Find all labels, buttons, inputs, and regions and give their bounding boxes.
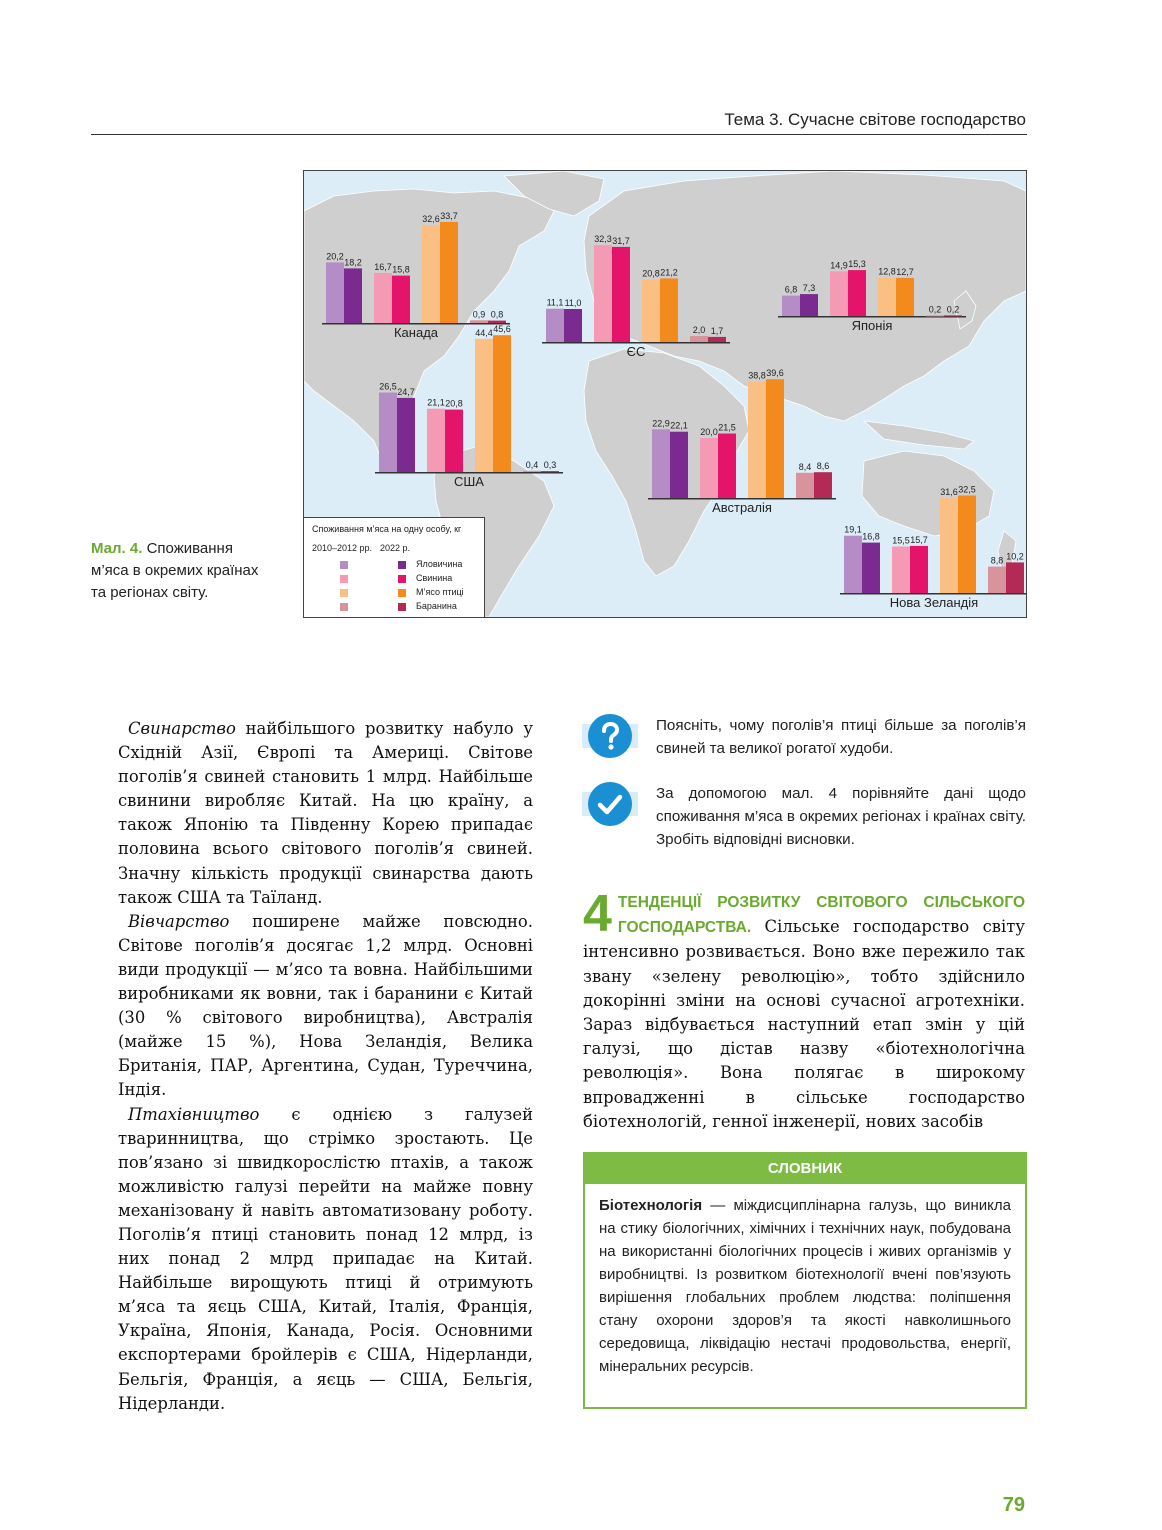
chart-bar [896,278,914,316]
data-label: 32,3 [594,234,612,245]
data-label: 16,7 [374,261,392,272]
chart-bar [594,245,612,342]
chart-bar [541,471,559,472]
chart-bar [718,434,736,499]
legend-swatch-old [340,603,348,611]
chart-bar [427,409,445,472]
question-icon-glyph [588,714,632,758]
question-icon [588,714,632,758]
data-label: 0,2 [946,304,960,315]
region-label: Австралія [712,500,772,515]
chart-bar [440,222,458,323]
data-label: 20,2 [326,251,344,262]
data-label: 10,2 [1006,551,1024,562]
chart-bar [523,471,541,472]
data-label: 8,8 [990,555,1004,566]
data-label: 45,6 [493,324,511,335]
chart-bar [910,546,928,593]
chart-bar [488,321,506,323]
data-label: 20,8 [642,268,660,279]
data-label: 33,7 [440,210,458,221]
chart-bar [493,335,511,472]
question-block [588,714,1028,764]
data-label: 0,2 [928,304,942,315]
chart-bar [422,225,440,323]
data-label: 19,1 [844,524,862,535]
data-label: 18,2 [344,257,362,268]
header-rule [91,134,1027,135]
glossary-definition: — міждисциплінарна галузь, що виникла на стику біологічних, хімічних і технічних наук, побудована на використанні біологічних процесів і живих організмів у виробництві. Із розвитком біотехнології вчені пов’язують вирішення глобальних проблем людства: поліпшення стану охорони здоров’я та якості навколишнього середовища, ліквідацію нестачі продовольства, енергії, мінеральних ресурсів. [599,1197,1011,1375]
chart-bar [700,438,718,498]
data-label: 11,1 [546,297,564,308]
chart-bar [862,543,880,593]
meat-consumption-figure [303,170,1027,618]
chart-bar [830,271,848,316]
legend-swatch-new [398,589,406,597]
check-icon [588,782,632,826]
region-label: ЄС [626,344,646,359]
chart-bar [546,309,564,342]
chart-bar [766,379,784,498]
chart-bar [475,339,493,472]
data-label: 32,5 [958,484,976,495]
legend-title: Споживання м’яса на одну особу, кг [312,524,462,534]
glossary-entry [599,1194,1011,1378]
figure-caption-text: Споживання м’яса в окремих країнах та регіонах світу. [91,540,259,601]
check-icon-glyph [588,782,632,826]
chart-bar [944,315,962,316]
data-label: 8,6 [816,461,830,472]
chart-bar [892,547,910,594]
data-label: 8,4 [798,461,812,472]
chart-bar [564,309,582,342]
chart-bar [445,410,463,472]
legend-swatch-old [340,589,348,597]
chart-bar [844,536,862,593]
data-label: 15,7 [910,534,928,545]
glossary-heading: СЛОВНИК [585,1154,1025,1184]
section-title: ТЕНДЕНЦІЇ РОЗВИТКУ СВІТОВОГО СІЛЬСЬКОГО ГОСПОДАРСТВА. [617,894,1025,937]
chart-bar [612,247,630,342]
legend-label: Свинина [416,573,453,583]
region-label: США [454,474,484,489]
data-label: 6,8 [784,284,798,295]
page-number: 79 [1002,1494,1025,1516]
chart-bar [814,472,832,498]
chart-bar [988,567,1006,593]
data-label: 11,0 [564,298,582,308]
chart-bar [470,320,488,323]
figure-caption [91,538,266,604]
chart-bar [344,268,362,323]
legend-swatch-old [340,561,348,569]
paragraph-text: поширене майже повсюдно. Світове поголів’я досягає 1,2 млрд. Основні види продукції — м’ясо та вовна. Найбільшими виробниками як вовни, так і баранини є Китай (30 % світового виробництва), Австралія (майже 15 %), Нова Зеландія, Велика Британія, ПАР, Аргентина, Судан, Туреччина, Індія. [118,911,533,1100]
chart-bar [878,278,896,316]
data-label: 21,5 [718,422,736,433]
chart-bar [782,296,800,316]
chart-legend [304,517,485,617]
data-label: 2,0 [692,325,706,335]
data-label: 20,0 [700,427,718,437]
data-label: 21,1 [427,397,445,408]
legend-label: Яловичина [416,559,463,569]
legend-swatch-new [398,603,406,611]
data-label: 0,9 [472,309,486,320]
term-sheep-farming: Вівчарство [128,911,230,931]
glossary-term: Біотехнологія [599,1197,703,1214]
data-label: 16,8 [862,531,880,542]
data-label: 15,8 [392,264,410,275]
paragraph-sheep-farming [118,910,533,1103]
legend-period-old: 2010–2012 рр. [312,543,373,553]
paragraph-poultry-farming [118,1103,533,1416]
chart-bar [392,276,410,323]
chart-bar [374,273,392,323]
paragraph-text: найбільшого розвитку набуло у Східній Азії, Європі та Америці. Світове поголів’я свиней становить 1 млрд. Найбільше свинини виробляє Китай. На цю країну, а також Японію та Південну Корею припадає половина всього світового поголів’я свиней. Значну кількість продукції свинарства дають також США та Таїланд. [118,719,533,907]
data-label: 31,7 [612,235,630,246]
land-indonesia [864,421,974,449]
glossary-box [583,1152,1027,1409]
legend-swatch-new [398,575,406,583]
data-label: 20,8 [445,398,463,409]
chart-bar [708,337,726,342]
data-label: 32,6 [422,214,440,225]
data-label: 12,8 [878,266,896,277]
data-label: 38,8 [748,370,766,381]
legend-swatch-old [340,575,348,583]
data-label: 0,8 [490,309,504,320]
legend-label: Баранина [416,601,457,611]
task-block [588,782,1028,852]
section-text: Сільське господарство світу інтенсивно розвивається. Воно вже пережило так звану «зелену революцію», тобто здійснило докорінні зміни на основі сучасної агротехніки. Зараз відбувається наступний етап змін у цій галузі, що дістав назву «біотехнологічна революція». Вона полягає в широкому впровадженні в сільське господарство біотехнологій, генної інженерії, нових засобів [583,917,1025,1131]
region-label: Нова Зеландія [889,595,979,610]
chart-bar [800,294,818,316]
chart-bar [926,315,944,316]
running-header: Тема 3. Сучасне світове господарство [724,110,1026,129]
chart-bar [796,473,814,498]
figure-caption-number: Мал. 4. [91,540,143,557]
data-label: 26,5 [379,381,397,392]
question-text: Поясніть, чому поголів’я птиці більше за поголів’я свиней та великої рогатої худоби. [656,717,1026,757]
chart-bar [642,280,660,342]
chart-bar [940,498,958,593]
term-poultry-farming: Птахівництво [128,1104,260,1124]
legend-swatch-new [398,561,406,569]
data-label: 12,7 [896,266,914,277]
region-label: Японія [851,318,893,333]
data-label: 21,2 [660,267,678,278]
chart-bar [660,278,678,342]
term-pig-farming: Свинарство [128,719,236,738]
data-label: 44,4 [475,327,493,338]
data-label: 1,7 [710,325,724,336]
chart-bar [848,270,866,316]
data-label: 14,9 [830,260,848,271]
section-4 [583,885,1025,1134]
paragraph-pig-farming [118,717,533,910]
data-label: 15,3 [848,259,866,270]
chart-bar [670,432,688,498]
data-label: 31,6 [940,487,958,498]
left-column-text [118,717,533,1416]
legend-label: М’ясо птиці [416,587,464,597]
chart-bar [652,429,670,498]
data-label: 0,4 [525,459,539,470]
section-number: 4 [583,885,612,943]
task-text: За допомогою мал. 4 порівняйте дані щодо споживання м’яса в окремих регіонах і країнах світу. Зробіть відповідні висновки. [656,785,1026,848]
region-label: Канада [393,325,439,340]
chart-bar [397,398,415,472]
data-label: 15,5 [892,535,910,546]
chart-bar [1006,562,1024,593]
data-label: 24,7 [397,386,415,397]
paragraph-text: є однією з галузей тваринництва, що стрімко зростають. Це пов’язано зі швидкорослістю птахів, а також можливістю галузі перейти на майже повну механізовану й навіть автоматизовану роботу. Поголів’я птиці становить понад 12 млрд, із них понад 2 млрд припадає на Китай. Найбільше вирощують птиці й отримують м’яса та яєць США, Китай, Італія, Франція, Україна, Японія, Канада, Росія. Основними експортерами бройлерів є США, Нідерланди, Бельгія, Франція, а яєць — США, Бельгія, Нідерланди. [118,1104,533,1413]
data-label: 22,9 [652,418,670,429]
chart-bar [326,262,344,323]
data-label: 0,3 [543,460,557,471]
data-label: 39,6 [766,368,784,379]
chart-bar [690,336,708,342]
chart-bar [958,496,976,594]
data-label: 22,1 [670,420,688,431]
chart-bar [748,382,766,498]
data-label: 7,3 [802,283,816,294]
chart-bar [379,393,397,473]
legend-period-new: 2022 р. [380,543,411,553]
